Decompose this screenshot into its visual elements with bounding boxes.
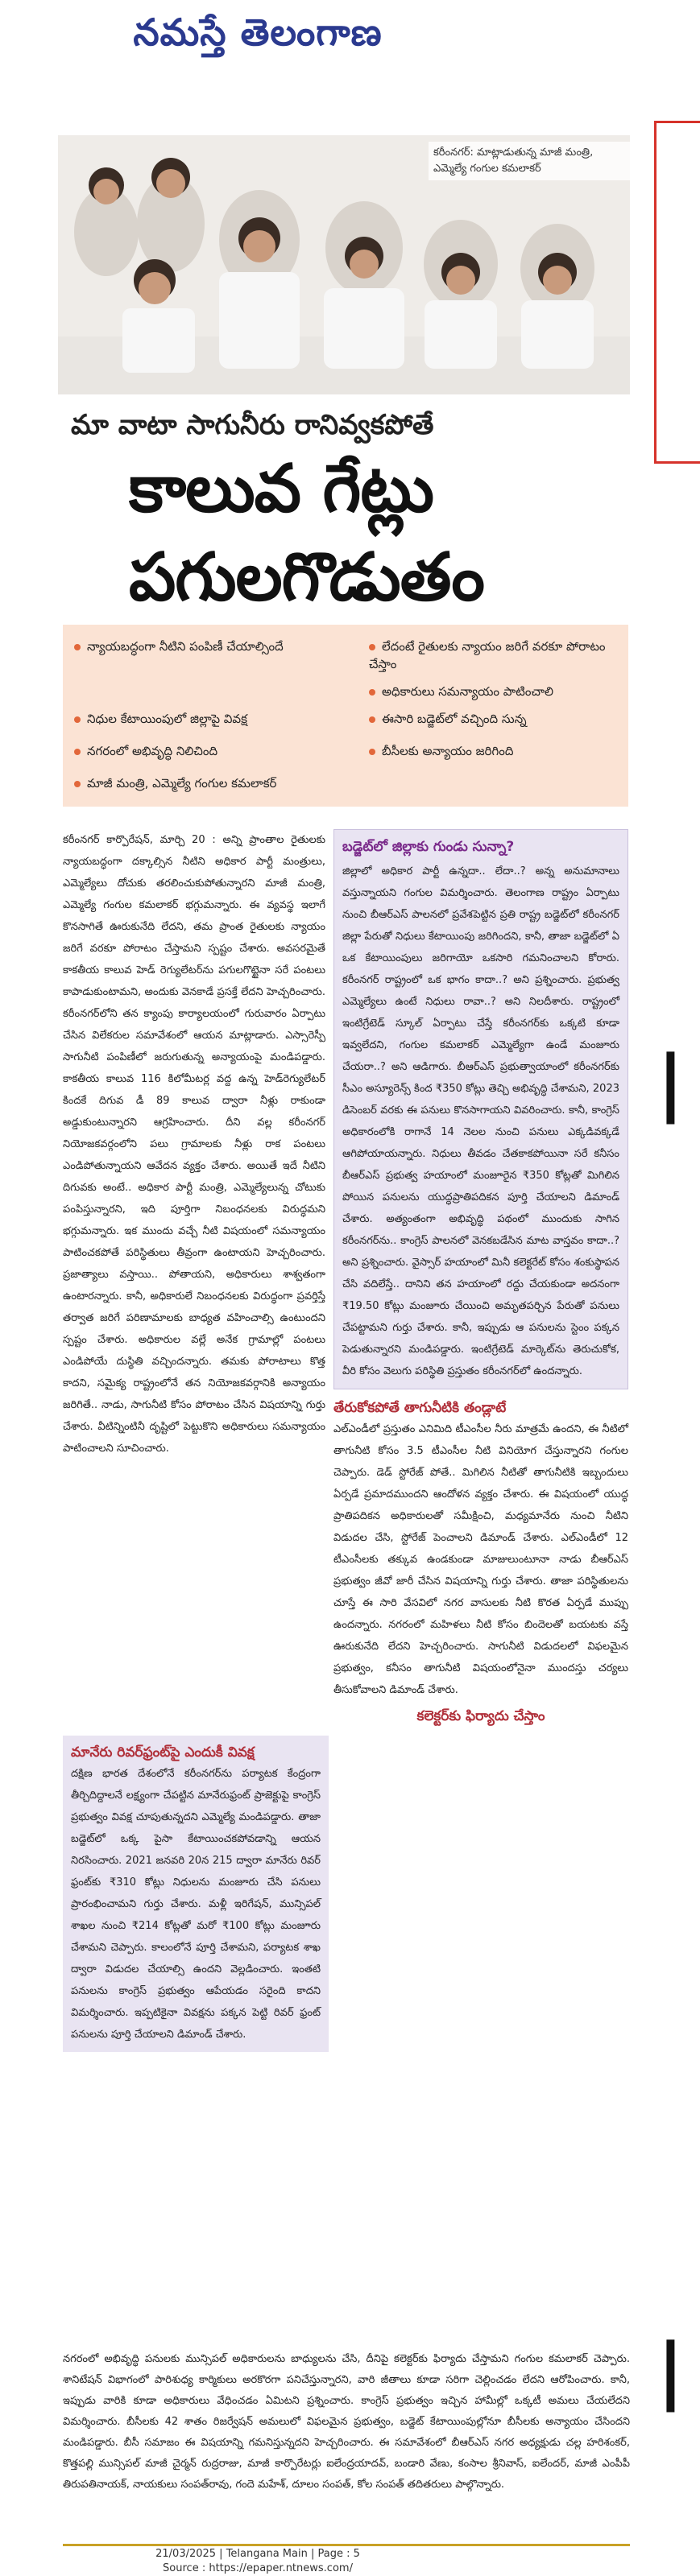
highlight-item: అధికారులు సమన్యాయం పాటించాలి bbox=[369, 683, 553, 700]
article-lead: కరీంనగర్ కార్పొరేషన్, మార్చి 20 : అన్ని ప్రాంతాల రైతులకు న్యాయబద్ధంగా దక్కాల్సిన నీటిని అధికార పార్టీ మంత్రులు, ఎమ్మెల్యేలు దోచుకు తరలించుకుపోతున్నారని మాజీ మంత్రి, ఎమ్మెల్యే గంగుల కమలాకర్ భగ్గుమన్నారు. ఈ వ్యవస్థ ఇలాగే కొనసాగితే ఊరుకునేది లేదని, తమ ప్రాంత రైతులకు న్యాయం జరిగే వరకూ పోరాటం చేస్తామని స్పష్టం చేశారు. అవసరమైతే కాకతీయ కాలువ హెడ్ రెగ్యులేటర్‌ను పగులగొట్టైనా సరే పంటలు కాపాడుకుంటామని, అందుకు వెనకాడే ప్రసక్తే లేదని హెచ్చరించారు. కరీంనగర్‌లోని తన క్యాంపు కార్యాలయంలో గురువారం ఏర్పాటు చేసిన విలేకరుల సమావేశంలో ఆయన మాట్లాడారు. ఎస్సారెస్పీ సాగునీటి పంపిణీలో జరుగుతున్న అన్యాయంపై మండిపడ్డారు. కాకతీయ కాలువ 116 కిలోమీటర్ల వద్ద ఉన్న హెడ్‌రెగ్యులేటర్ కిందకే దిగువ డీ 89 కాలువ ద్వారా నీళ్లు రాకుండా అడ్డుకుంటున్నారని ఆగ్రహించారు. దీని వల్ల కరీంనగర్ నియోజకవర్గంలోని పలు గ్రామాలకు నీళ్లు రాక పంటలు ఎండిపోతున్నాయని ఆవేదన వ్యక్తం చేశారు. అయితే ఇదే నీటిని దిగువకు అంటే.. అధికార పార్టీ మంత్రి, ఎమ్మెల్యేలున్న చోటుకు పంపిస్తున్నారని, ఇది పూర్తిగా నిబంధనలకు విరుద్ధమని భగ్గుమన్నారు. ఇక ముందు వచ్చే నీటి విషయంలో సమన్యాయం పాటించకపోతే పరిస్థితులు తీవ్రంగా ఉంటాయని హెచ్చరించారు. ప్రజాత్యాలు వస్తాయి.. పోతాయని, అధికారులు శాశ్వతంగా ఉంటారన్నారు. కానీ, అధికారులే నిబంధనలకు విరుద్ధంగా ప్రవర్తిస్తే తర్వాత జరిగే పరిణామాలకు బాధ్యత వహించాల్సి ఉంటుందని స్పష్టం చేశారు. అధికారుల వల్లే అనేక గ్రామాల్లో పంటలు ఎండిపోయే దుస్థితి వచ్చిందన్నారు. తమకు పోరాటాలు కొత్త కాదని, సమైక్య రాష్ట్రంలోనే తన నియోజకవర్గానికి అన్యాయం జరిగితే.. నాడు, సాగునీటి కోసం పోరాటం చేసిన విషయాన్ని గుర్తు చేశారు. వీటిన్నింటినీ దృష్టిలో పెట్టుకొని అధికారులు సమన్యాయం పాటించాలని సూచించారు. bbox=[63, 834, 325, 1455]
riverfront-box bbox=[63, 1736, 329, 2052]
adjacent-glyph: | bbox=[657, 2328, 684, 2413]
sidebox-budget bbox=[333, 829, 628, 1389]
footer-date-line: 21/03/2025 | Telangana Main | Page : 5 bbox=[155, 2548, 360, 2560]
riverfront-box-inner bbox=[63, 1736, 329, 2052]
bullet-icon bbox=[74, 749, 81, 755]
bullet-icon bbox=[74, 716, 81, 723]
bullet-icon bbox=[369, 689, 375, 696]
headline-line-1: కాలువ గేట్లు bbox=[129, 451, 433, 527]
highlight-item: మాజీ మంత్రి, ఎమ్మెల్యే గంగుల కమలాకర్ bbox=[74, 774, 276, 792]
highlight-item: నిధుల కేటాయింపులో జిల్లాపై వివక్ష bbox=[74, 710, 247, 728]
sidebox-text: జిల్లాలో అధికార పార్టీ ఉన్నదా.. లేదా..? అన్న అనుమానాలు వస్తున్నాయని గంగుల విమర్శించారు. తెలంగాణ రాష్ట్రం ఏర్పాటు నుంచి బీఆర్ఎస్ పాలనలో ప్రవేశపెట్టిన ప్రతి రాష్ట్ర బడ్జెట్‌లో కరీంనగర్ జిల్లా పేరుతో నిధులు కేటాయింపు జరిగిందని, కానీ, తాజా బడ్జెట్‌లో ఏ ఒక కేటాయింపులు జరిగాయో ఒకసారి గమనించాలని కోరారు. కరీంనగర్ రాష్ట్రంలో ఒక భాగం కాదా..? అని ప్రశ్నించారు. ప్రభుత్వ ఎమ్మెల్యేలు ఉంటే నిధులు రావా..? అని నిలదీశారు. రాష్ట్రంలో ఇంటిగ్రేటెడ్ స్కూల్ ఏర్పాటు చేస్తే కరీంనగర్‌కు ఒక్కటి కూడా ఇవ్వలేదని, గంగుల కమలాకర్ ఎమ్మెల్యేగా ఉండే మంజూరు చేయరా..? అని ఆడిగారు. బీఆర్ఎస్ ప్రభుత్వాయాంలో కరీంనగర్‌కు సీఎం అస్యూరెన్స్ కింద ₹350 కోట్లు తెచ్చి అభివృద్ధి చేశామని, 2023 డిసెంబర్ వరకు ఈ పనులు కొనసాగాయని వివరించారు. కానీ, కాంగ్రెస్ అధికారంలోకి రాగానే 14 నెలల నుంచి పనులు ఎక్కడివక్కడే ఆగిపోయాయన్నారు. నిధులు తీవడం చేతకాకపోయినా సరే కనీసం బీఆర్ఎస్ ప్రభుత్వ హయాంలో మంజూరైన ₹350 కోట్లతో మిగిలిన పోయిన పనులను యుద్ధప్రాతిపదికన పూర్తి చేయాలని డిమాండ్ చేశారు. అత్యంతంగా అభివృద్ధి పథంలో ముందుకు సాగిన కరీంనగర్‌ను.. కాంగ్రెస్ పాలనలో వెనకబడేసిన మాట వాస్తవం కాదా..? అని ప్రశ్నించారు. వైస్సార్ హయాంలో మినీ కలెక్టరేట్ కోసం శంకుస్థాపన చేసి వదిలేస్తే.. దానిని తన హయాంలో రద్దు చేయకుండా అదనంగా ₹19.50 కోట్లు మంజూరు చేయించి అమృతపర్చిన పేరుతో పనులు చేపట్టామని గుర్తు చేశారు. కానీ, ఇప్పుడు ఆ పనులను స్టెంం పక్కన పెడుతున్నారని మండిపడ్డారు. ఇంటిగ్రేటెడ్ మార్కెట్‌ను తెరుచుకోక, వీరి కోసం వెలుగు పరిస్థితి ప్రస్తుతం కరీంనగర్‌లో ఉందన్నారు. bbox=[342, 865, 619, 1377]
masthead-title: నమస్తే తెలంగాణ bbox=[133, 10, 383, 54]
highlight-item: నగరంలో అభివృద్ధి నిలిచింది bbox=[74, 742, 217, 760]
subhead-collector: కలెక్టర్‌కు ఫిర్యాదు చేస్తాం bbox=[416, 1708, 545, 1724]
adjacent-page-edge bbox=[644, 0, 700, 2566]
footer-source-line: Source : https://epaper.ntnews.com/ bbox=[163, 2562, 353, 2574]
bullet-icon bbox=[369, 716, 375, 723]
bullet-icon bbox=[74, 644, 81, 650]
headline-kicker: మా వాటా సాగునీరు రానివ్వకపోతే bbox=[71, 409, 434, 441]
bullet-icon bbox=[369, 749, 375, 755]
photo-caption: కరీంనగర్: మాట్లాడుతున్న మాజీ మంత్రి, ఎమ్మెల్యే గంగుల కమలాకర్ bbox=[429, 142, 632, 180]
adjacent-red-frame bbox=[654, 121, 700, 464]
bottom-divider bbox=[63, 2544, 630, 2546]
bullet-icon bbox=[74, 781, 81, 787]
highlight-item: బీసీలకు అన్యాయం జరిగింది bbox=[369, 742, 513, 760]
sidebox-title: బడ్జెట్‌లో జిల్లాకు గుండు సున్నా? bbox=[342, 839, 515, 855]
drinking-water-text: ఎల్‌ఎండీలో ప్రస్తుతం ఎనిమిది టీఎంసీల నీరు మాత్రమే ఉందని, ఈ నీటిలో తాగునీటి కోసం 3.5 టీఎంసీల నీటి వినియోగ చేస్తున్నారని గంగుల చెప్పారు. డెడ్ స్టోరేజ్ పోతే.. మిగిలిన నీటితో తాగునీటికి ఇబ్బందులు ఏర్పడే ప్రమాదముందని ఆందోళన వ్యక్తం చేశారు. ఈ విషయంలో యుద్ధ ప్రాతిపదికన అధికారులతో సమీక్షించి, మధ్యమానేరు నుంచి నీటిని విడుదల చేసి, స్టోరేజ్ పెంచాలని డిమాండ్ చేశారు. ఎల్‌ఎండీలో 12 టీఎంసీలకు తక్కువ ఉండకుండా మాజులుంటూనా నాడు బీఆర్ఎస్ ప్రభుత్వం జీవో జారీ చేసిన విషయాన్ని గుర్తు చేశారు. తాజా పరిస్థితులను చూస్తే ఈ సారి వేసవిలో నగర వాసులకు నీటి కొరత ఏర్పడే ముప్పు ఉందన్నారు. నగరంలో మహిళలు నీటి కోసం బిందెలతో బయటకు వస్తే ఊరుకునేది లేదని హెచ్చరించారు. సాగునీటి విడుదలలో విఫలమైన ప్రభుత్వం, కనీసం తాగునీటి విషయంలోనైనా ముందస్తు చర్యలు తీసుకోవాలని డిమాండ్ చేశారు. bbox=[333, 1423, 628, 1696]
riverfront-title: మానేరు రివర్‌ఫ్రంట్‌పై ఎందుకీ వివక్ష bbox=[71, 1744, 255, 1761]
highlights-box bbox=[63, 625, 628, 807]
highlight-item: లేదంటే రైతులకు న్యాయం జరిగే వరకూ పోరాటం చేస్తాం bbox=[369, 639, 606, 671]
subhead-drinking-water: తేరుకోకపోతే తాగునీటికి తండ్లాటే bbox=[333, 1400, 507, 1416]
bullet-icon bbox=[369, 644, 375, 650]
riverfront-text: దక్షిణ భారత దేశంలోనే కరీంనగర్‌ను పర్యాటక కేంద్రంగా తీర్చిదిద్దాలనే లక్ష్యంగా చేపట్టిన మానేరుఫ్రంట్ ప్రాజెక్టుపై కాంగ్రెస్ ప్రభుత్వం వివక్ష చూపుతున్నదని ఎమ్మెల్యే మండిపడ్డారు. తాజా బడ్జెట్‌లో ఒక్క పైసా కేటాయించకపోవడాన్ని ఆయన నిరసించారు. 2021 జనవరి 20న 215 ద్వారా మానేరు రివర్ ఫ్రంట్‌కు ₹310 కోట్లు నిధులను మంజూరు చేసి పనులు ప్రారంభించామని గుర్తు చేశారు. మళ్లీ ఇరిగేషన్, మున్సిపల్ శాఖల నుంచి ₹214 కోట్లతో మరో ₹100 కోట్లు మంజూరు చేశామని చెప్పారు. కాలంలోనే పూర్తి చేశామని, పర్యాటక శాఖ ద్వారా విడుదల చేయాల్సి ఉందని వెల్లడించారు. ఇంతటి పనులను కాంగ్రెస్ ప్రభుత్వం ఆపేయడం సరైంది కాదని విమర్శించారు. ఇప్పటికైనా వివక్షను పక్కన పెట్టి రివర్ ఫ్రంట్ పనులను పూర్తి చేయాలని డిమాండ్ చేశారు. bbox=[71, 1768, 321, 2041]
page-footer bbox=[0, 2547, 516, 2576]
highlight-item: ఈసారి బడ్జెట్‌లో వచ్చింది సున్న bbox=[369, 710, 527, 728]
right-column bbox=[333, 829, 628, 1727]
highlight-item: న్యాయబద్ధంగా నీటిని పంపిణీ చేయాల్సిందే bbox=[74, 638, 284, 655]
adjacent-glyph: | bbox=[657, 1040, 684, 1125]
headline-line-2: పగులగొడుతం bbox=[129, 539, 484, 616]
closing-paragraph: నగరంలో అభివృద్ధి పనులకు మున్సిపల్ అధికారులను బాధ్యులను చేసి, దీనిపై కలెక్టర్‌కు ఫిర్యాదు చేస్తామని గంగుల కమలాకర్ చెప్పారు. శానిటేషన్ విభాగంలో పారిశుధ్య కార్మికులు అరకొరగా పనిచేస్తున్నారని, వారి జీతాలు కూడా సరిగా చెల్లించడం లేదని ఆరోపించారు. కానీ, ఇప్పుడు వారికి కూడా అధికారులు వేధించడం ఏమిటని ప్రశ్నించారు. కాంగ్రెస్ ప్రభుత్వం ఇచ్చిన హామీల్లో ఒక్కటీ అమలు చేయలేదని విమర్శించారు. బీసీలకు 42 శాతం రిజర్వేషన్ అమలులో విఫలమైన ప్రభుత్వం, బడ్జెట్ కేటాయింపుల్లోనూ బీసీలకు అన్యాయం చేసిందని మండిపడ్డారు. బీసీ సమాజం ఈ విషయాన్ని గమనిస్తున్నదని హెచ్చరించారు. ఈ సమావేశంలో బీఆర్ఎస్ నగర అధ్యక్షుడు చల్ల హరిశంకర్, కొత్తపల్లి మున్సిపల్ మాజీ చైర్మన్ రుద్రరాజు, మాజీ కార్పొరేటర్లు ఐలేంద్రయాదవ్, బండారి వేణు, కంసాల శ్రీనివాస్, ఐలేందర్, మాజీ ఎంపీపీ తిరుపతినాయక్, నాయకులు సంపత్‌రావు, గందె మహేశ్, దూలం సంపత్, కోల సంపత్ తదితరులు పాల్గొన్నారు. bbox=[63, 2353, 630, 2491]
